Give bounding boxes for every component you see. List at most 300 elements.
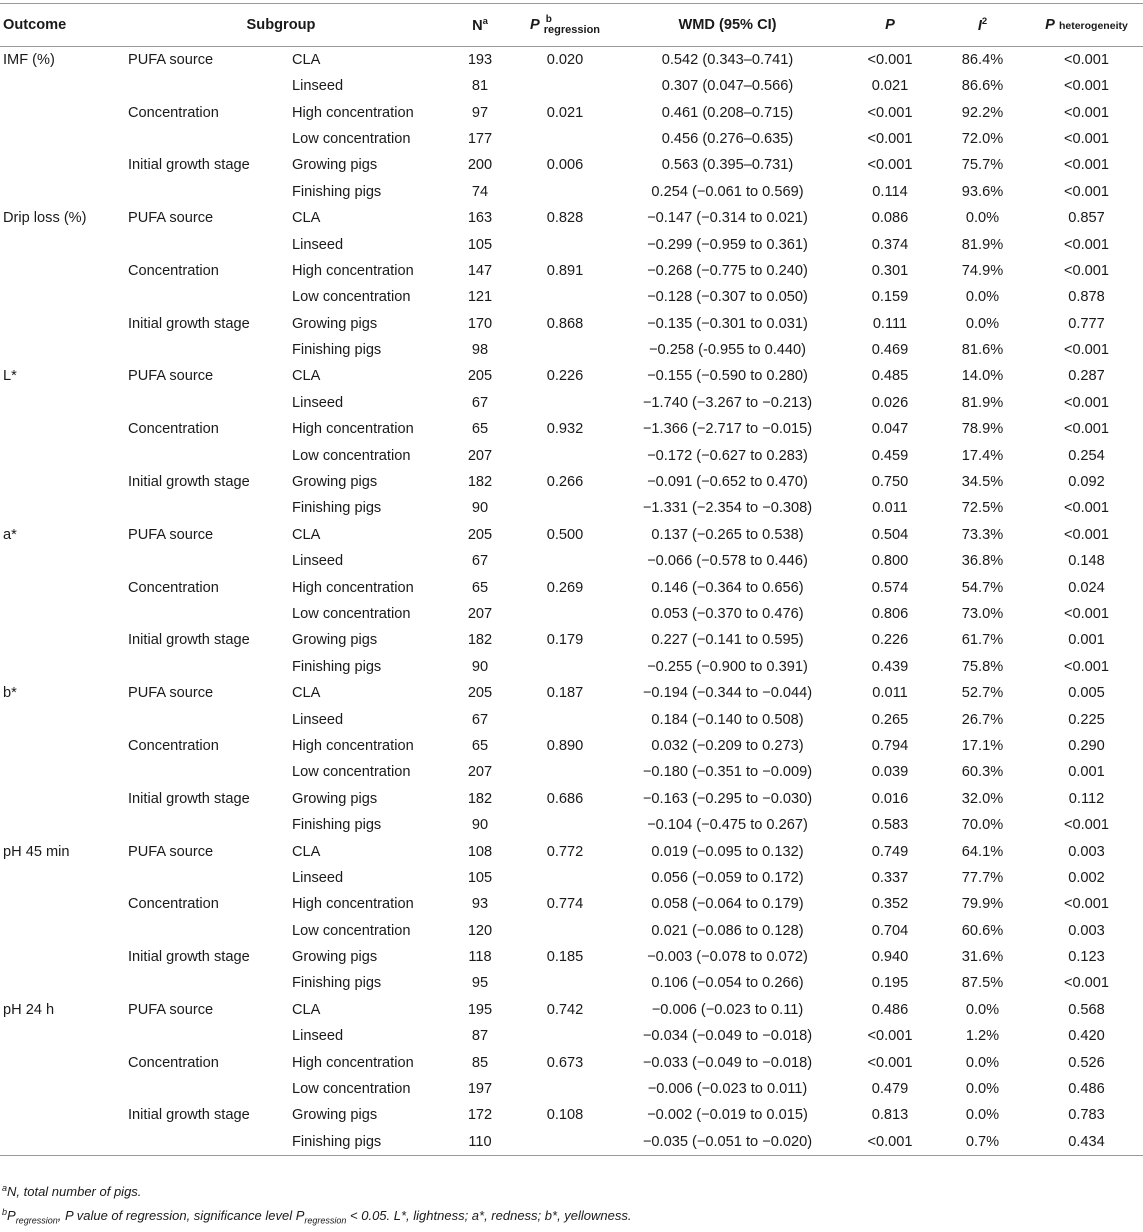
table-row [0,442,1143,468]
cell-n: 97 [471,104,489,121]
cell-i2: 87.5% [961,975,1004,992]
cell-p: 0.439 [871,658,909,675]
cell-p-regression [520,231,610,257]
cell-subgroup [122,548,288,574]
cell-subgroup: Concentration [128,1054,219,1071]
cell-n: 147 [467,262,493,279]
table-row [0,469,1143,495]
cell-p-heterogeneity: 0.001 [1068,632,1105,649]
cell-p-heterogeneity: <0.001 [1063,606,1110,622]
cell-p-heterogeneity: 0.112 [1068,790,1105,807]
table-row [0,706,1143,732]
table-row [0,179,1143,205]
cell-p: 0.806 [871,606,909,622]
cell-outcome [0,284,122,310]
cell-subgroup [122,1129,288,1156]
cell-p: <0.001 [845,1129,935,1156]
cell-n: 108 [467,843,493,860]
cell-p-heterogeneity: <0.001 [1063,52,1110,68]
cell-subgroup: Concentration [128,262,219,279]
cell-n: 177 [467,130,493,147]
cell-wmd: −0.128 (−0.307 to 0.050) [647,289,808,306]
cell-subgroup [122,759,288,785]
cell-subgroup: PUFA source [128,52,214,68]
cell-p: 0.114 [872,183,908,200]
header-p: P [845,4,935,47]
cell-i2: 77.7% [961,869,1004,886]
cell-outcome [0,1023,122,1049]
cell-outcome: a* [3,526,17,543]
cell-n: 74 [471,183,489,200]
cell-wmd: −0.172 (−0.627 to 0.283) [647,447,808,464]
table-row [0,759,1143,785]
cell-outcome: pH 24 h [3,1001,55,1018]
cell-subgroup [122,442,288,468]
cell-i2: 17.1% [961,737,1004,754]
cell-n: 182 [467,474,493,491]
cell-subgroup [122,1023,288,1049]
footnote-b-p: P [7,1208,16,1223]
cell-i2: 17.4% [961,447,1004,464]
cell-category: CLA [292,526,321,543]
footnote-b-sub: regression [15,1215,58,1226]
cell-category: High concentration [292,262,414,279]
cell-category: Linseed [292,394,344,411]
cell-i2: 0.0% [965,289,1000,306]
cell-p-regression [520,654,610,680]
cell-p-regression [520,548,610,574]
cell-i2: 78.9% [961,421,1004,438]
table-row [0,838,1143,864]
cell-p-regression: 0.020 [546,52,584,68]
table-footnotes [0,1178,1143,1232]
header-p-heterogeneity-sub: heterogeneity [1058,20,1128,32]
cell-p: 0.026 [871,394,909,411]
header-n-footnote-mark: a [482,16,488,27]
cell-p-heterogeneity: <0.001 [1063,526,1110,543]
cell-p-heterogeneity: 0.287 [1068,368,1105,385]
cell-p: <0.001 [867,157,913,174]
cell-category: Linseed [292,78,344,95]
cell-p-heterogeneity: <0.001 [1063,236,1110,253]
cell-i2: 93.6% [961,183,1004,200]
cell-p-regression [520,179,610,205]
cell-subgroup: Initial growth stage [128,949,250,966]
cell-i2: 81.9% [961,394,1004,411]
cell-wmd: 0.456 (0.276–0.635) [661,130,794,147]
cell-p-heterogeneity: 0.002 [1068,869,1105,886]
header-p-regression-p: P [529,16,540,33]
table-row [0,416,1143,442]
cell-outcome [0,126,122,152]
table-row [0,73,1143,99]
cell-p-heterogeneity: 0.005 [1068,685,1105,702]
cell-p: <0.001 [867,1028,913,1045]
cell-category: High concentration [292,896,414,913]
cell-wmd: 0.184 (−0.140 to 0.508) [651,711,804,728]
cell-subgroup [122,970,288,996]
table-row [0,548,1143,574]
cell-wmd: 0.058 (−0.064 to 0.179) [651,896,804,913]
cell-i2: 75.8% [961,658,1004,675]
cell-category: Low concentration [292,764,411,781]
cell-subgroup [122,654,288,680]
cell-p-regression: 0.772 [546,843,584,860]
cell-n: 105 [467,236,493,253]
cell-i2: 0.0% [965,1081,1000,1098]
cell-wmd: −0.147 (−0.314 to 0.021) [647,210,808,227]
cell-subgroup: PUFA source [128,1001,214,1018]
cell-n: 67 [471,553,489,570]
cell-n: 121 [467,289,493,306]
cell-p-heterogeneity: 0.003 [1068,922,1105,939]
cell-wmd: −0.163 (−0.295 to −0.030) [642,790,813,807]
cell-subgroup: Initial growth stage [128,474,250,491]
cell-outcome [0,390,122,416]
cell-i2: 60.3% [961,764,1004,781]
cell-i2: 32.0% [961,790,1004,807]
cell-p-heterogeneity: <0.001 [1063,183,1110,200]
cell-outcome [0,152,122,178]
cell-outcome [0,495,122,521]
cell-p-heterogeneity: <0.001 [1063,975,1110,992]
footnote-b-text2: < 0.05. L*, lightness; a*, redness; b*, yellowness. [346,1208,632,1223]
cell-p-heterogeneity: 0.254 [1068,447,1105,464]
table-row [0,258,1143,284]
cell-wmd: −0.006 (−0.023 to 0.11) [651,1001,804,1018]
cell-category: Finishing pigs [292,500,382,517]
cell-outcome [0,865,122,891]
cell-p-regression [520,1129,610,1156]
cell-wmd: −0.002 (−0.019 to 0.015) [647,1107,808,1124]
cell-outcome [0,99,122,125]
table-row [0,654,1143,680]
cell-p-heterogeneity: <0.001 [1063,421,1110,438]
table-row [0,1129,1143,1156]
footnote-b-mark: b [2,1207,8,1217]
cell-subgroup [122,73,288,99]
cell-i2: 72.0% [961,130,1004,147]
cell-p-regression: 0.828 [546,210,584,227]
cell-n: 172 [467,1107,493,1124]
table-row [0,918,1143,944]
table-row [0,495,1143,521]
cell-p-regression: 0.187 [546,685,584,702]
cell-p-regression: 0.500 [546,526,584,543]
cell-n: 197 [467,1081,493,1098]
cell-p-regression [520,918,610,944]
cell-category: Growing pigs [292,474,378,491]
cell-p-heterogeneity: <0.001 [1063,817,1110,834]
cell-n: 207 [467,764,493,781]
header-i2-sup: 2 [981,16,988,27]
cell-wmd: −0.194 (−0.344 to −0.044) [642,685,813,702]
cell-wmd: 0.307 (0.047–0.566) [661,78,794,95]
cell-category: Growing pigs [292,1107,378,1124]
cell-n: 110 [440,1129,520,1156]
cell-i2: 0.0% [965,315,1000,332]
header-i2-label: I [977,18,982,34]
cell-subgroup [122,601,288,627]
cell-p-heterogeneity: 0.857 [1068,210,1105,227]
table-row [0,601,1143,627]
cell-p: <0.001 [867,130,913,147]
table-row [0,786,1143,812]
cell-n: 81 [471,78,489,95]
cell-wmd: −0.104 (−0.475 to 0.267) [647,817,808,834]
cell-p-regression [520,390,610,416]
cell-category: Finishing pigs [292,658,382,675]
cell-p: 0.704 [871,922,909,939]
cell-category: Growing pigs [292,949,378,966]
cell-outcome [0,1129,122,1156]
cell-outcome [0,627,122,653]
cell-p-heterogeneity: <0.001 [1063,104,1110,121]
cell-i2: 70.0% [961,817,1004,834]
table-row [0,1076,1143,1102]
cell-p: 0.574 [871,579,909,596]
cell-n: 205 [467,368,493,385]
table-row [0,390,1143,416]
cell-wmd: 0.019 (−0.095 to 0.132) [651,843,804,860]
cell-n: 90 [471,658,489,675]
cell-p-regression [520,284,610,310]
cell-outcome [0,231,122,257]
cell-p-regression [520,73,610,99]
cell-n: 105 [467,869,493,886]
cell-i2: 81.6% [961,342,1004,359]
cell-i2: 60.6% [961,922,1004,939]
cell-p: 0.504 [871,526,909,543]
cell-p-regression: 0.868 [546,315,584,332]
cell-category: CLA [292,52,321,68]
cell-subgroup: Concentration [128,104,219,121]
cell-i2: 1.2% [965,1028,1000,1045]
cell-outcome: pH 45 min [3,843,70,860]
cell-subgroup [122,812,288,838]
cell-wmd: −1.740 (−3.267 to −0.213) [642,394,813,411]
cell-p-heterogeneity: 0.092 [1068,474,1105,491]
table-row [0,311,1143,337]
header-p-heterogeneity-p: P [1045,17,1055,33]
cell-wmd: −0.135 (−0.301 to 0.031) [647,315,808,332]
cell-n: 65 [471,421,489,438]
cell-subgroup: Concentration [128,579,219,596]
cell-p-heterogeneity: 0.486 [1068,1081,1105,1098]
cell-p: 0.039 [871,764,909,781]
cell-wmd: 0.056 (−0.059 to 0.172) [651,869,804,886]
cell-n: 67 [471,711,489,728]
cell-p-regression: 0.686 [546,790,584,807]
cell-n: 207 [467,447,493,464]
cell-p: 0.800 [871,553,909,570]
cell-p: <0.001 [867,52,913,68]
cell-subgroup [122,865,288,891]
cell-p-heterogeneity: 0.148 [1068,553,1105,570]
cell-category: Low concentration [292,130,411,147]
cell-outcome: Drip loss (%) [3,210,87,227]
cell-i2: 86.6% [961,78,1004,95]
cell-p-heterogeneity: 0.878 [1068,289,1105,306]
cell-p-regression [520,706,610,732]
cell-wmd: −0.003 (−0.078 to 0.072) [647,949,808,966]
table-header-row [0,4,1143,47]
cell-n: 163 [467,210,493,227]
cell-category: Finishing pigs [292,183,382,200]
cell-i2: 52.7% [961,685,1004,702]
table-row [0,574,1143,600]
cell-p: 0.749 [871,843,909,860]
cell-p-regression: 0.891 [546,262,584,279]
cell-i2: 0.0% [965,1107,1000,1124]
cell-n: 90 [471,500,489,517]
table-row [0,970,1143,996]
cell-category: High concentration [292,421,414,438]
cell-p-regression: 0.890 [546,737,584,754]
table-row [0,522,1143,548]
cell-p: 0.794 [871,737,909,754]
cell-n: 98 [471,342,489,359]
cell-p-regression: 0.021 [546,104,584,121]
cell-outcome [0,311,122,337]
cell-p-heterogeneity: <0.001 [1063,896,1110,913]
cell-category: CLA [292,368,321,385]
cell-category: CLA [292,685,321,702]
cell-p-regression [520,337,610,363]
header-n [440,4,520,47]
table-row [0,865,1143,891]
cell-p-heterogeneity: 0.777 [1068,315,1105,332]
cell-p-heterogeneity: 0.003 [1068,843,1105,860]
table-row [0,152,1143,178]
cell-subgroup [122,918,288,944]
cell-category: Growing pigs [292,315,378,332]
cell-outcome [0,812,122,838]
cell-p: 0.265 [871,711,909,728]
cell-n: 87 [471,1028,489,1045]
cell-subgroup: Concentration [128,737,219,754]
footnote-b [0,1202,1143,1232]
cell-category: Low concentration [292,1081,411,1098]
footnote-b-sub2: regression [304,1215,347,1226]
header-wmd: WMD (95% CI) [610,4,845,47]
cell-n: 205 [467,526,493,543]
cell-p-heterogeneity: 0.290 [1068,737,1105,754]
cell-p-regression: 0.742 [546,1001,584,1018]
cell-n: 170 [467,315,493,332]
cell-p: 0.813 [871,1107,909,1124]
cell-p: 0.352 [871,896,909,913]
results-table [0,3,1143,1156]
cell-wmd: −0.255 (−0.900 to 0.391) [647,658,808,675]
cell-wmd: −0.006 (−0.023 to 0.011) [647,1081,808,1098]
cell-category: Low concentration [292,606,411,622]
cell-p-heterogeneity: 0.783 [1068,1107,1105,1124]
cell-wmd: −0.035 (−0.051 to −0.020) [610,1129,845,1156]
cell-wmd: −1.366 (−2.717 to −0.015) [642,421,813,438]
cell-n: 195 [467,1001,493,1018]
cell-p: 0.459 [871,447,909,464]
cell-outcome [0,944,122,970]
cell-outcome [0,442,122,468]
cell-p-regression [520,970,610,996]
cell-p: 0.750 [871,474,909,491]
cell-outcome: L* [3,368,17,385]
cell-n: 207 [467,606,493,622]
table-row [0,363,1143,389]
header-subgroup: Subgroup [122,4,440,47]
header-outcome: Outcome [0,4,122,47]
cell-i2: 34.5% [961,474,1004,491]
cell-outcome [0,469,122,495]
cell-outcome [0,654,122,680]
cell-subgroup: Concentration [128,896,219,913]
cell-p: <0.001 [867,104,913,121]
footnote-a-text: N, total number of pigs. [7,1184,142,1199]
header-p-heterogeneity [1030,4,1143,47]
table-row [0,627,1143,653]
cell-p-heterogeneity: <0.001 [1063,342,1110,359]
cell-subgroup [122,1076,288,1102]
cell-outcome: IMF (%) [3,52,55,68]
cell-p: 0.583 [871,817,909,834]
cell-n: 182 [467,790,493,807]
cell-p-regression [520,1023,610,1049]
cell-p-regression [520,1076,610,1102]
cell-wmd: 0.053 (−0.370 to 0.476) [651,606,804,622]
cell-i2: 0.7% [935,1129,1030,1156]
header-p-regression-sub: regression [543,24,601,36]
cell-p-heterogeneity: <0.001 [1063,130,1110,147]
cell-i2: 36.8% [961,553,1004,570]
cell-i2: 61.7% [961,632,1004,649]
cell-subgroup [122,495,288,521]
cell-subgroup: Concentration [128,421,219,438]
cell-p-heterogeneity: <0.001 [1063,500,1110,517]
table-row [0,891,1143,917]
cell-subgroup [122,706,288,732]
table-row [0,337,1143,363]
cell-wmd: −1.331 (−2.354 to −0.308) [642,500,813,517]
header-p-regression [520,4,610,47]
cell-subgroup: PUFA source [128,526,214,543]
cell-outcome [0,258,122,284]
cell-subgroup [122,231,288,257]
cell-n: 95 [471,975,489,992]
cell-category: Low concentration [292,922,411,939]
cell-i2: 64.1% [961,843,1004,860]
cell-outcome [0,337,122,363]
cell-p-heterogeneity: <0.001 [1063,394,1110,411]
header-p-regression-sup: b [545,14,552,25]
cell-category: Growing pigs [292,157,378,174]
cell-wmd: 0.032 (−0.209 to 0.273) [651,737,804,754]
cell-wmd: −0.034 (−0.049 to −0.018) [642,1028,813,1045]
cell-wmd: 0.137 (−0.265 to 0.538) [651,526,804,543]
footnote-a [0,1178,1143,1202]
footnote-a-mark: a [2,1183,8,1193]
cell-n: 67 [471,394,489,411]
cell-i2: 72.5% [961,500,1004,517]
cell-wmd: −0.155 (−0.590 to 0.280) [647,368,808,385]
cell-category: Growing pigs [292,790,378,807]
cell-i2: 73.0% [961,606,1004,622]
cell-p: 0.485 [871,368,909,385]
cell-p-regression: 0.179 [546,632,584,649]
header-i2 [935,4,1030,47]
cell-p-heterogeneity: 0.568 [1068,1001,1105,1018]
cell-category: Low concentration [292,447,411,464]
